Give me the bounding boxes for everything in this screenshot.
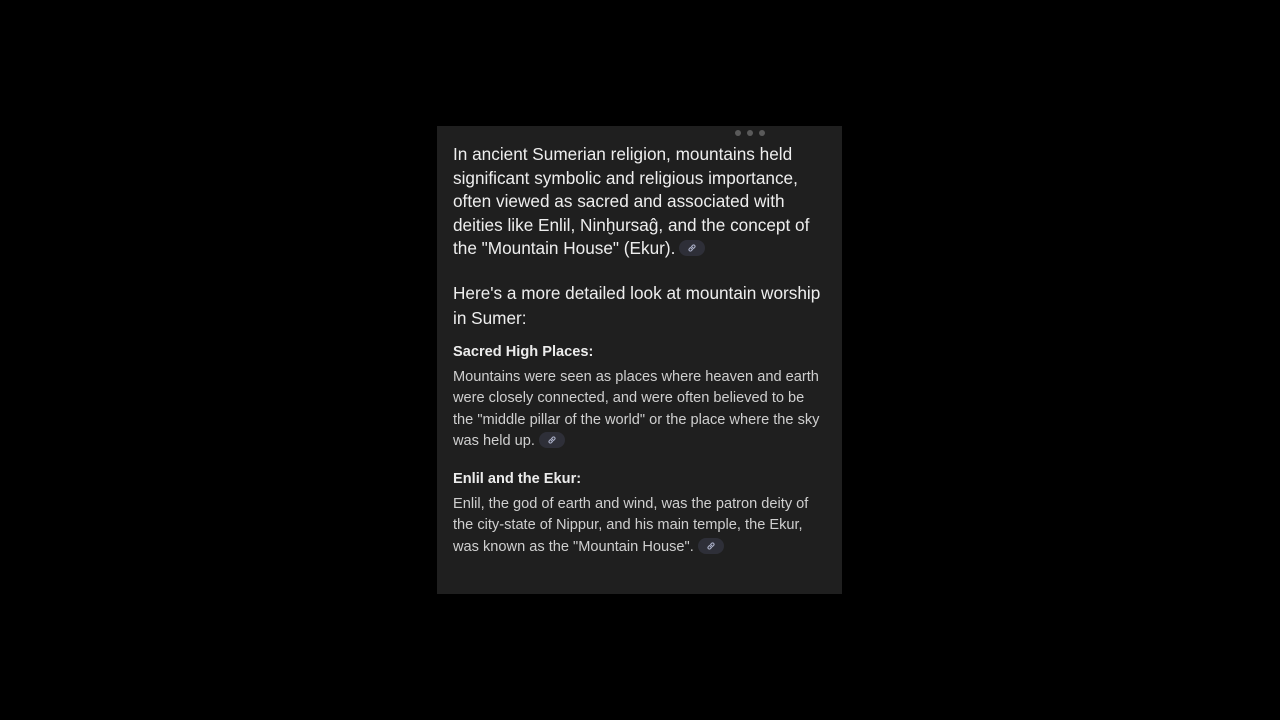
section-title: Enlil and the Ekur: [453,470,582,487]
link-icon [547,435,557,445]
section-heading: Here's a more detailed look at mountain worship in Sumer: [453,282,821,328]
section-body [453,494,826,559]
section-title: Sacred High Places: [453,343,594,360]
intro-text: In ancient Sumerian religion, mountains held significant symbolic and religious importance, often viewed as sacred and associated with deities like Enlil, Ninḫursaĝ, and the concept of the "Mountain House" (Ekur). [453,144,810,258]
intro-paragraph [453,143,826,261]
source-link-chip[interactable] [698,538,724,554]
section-body-text: Mountains were seen as places where heaven and earth were closely connected, and were often believed to be the "middle pillar of the world" or the place where the sky was held up. [453,368,820,450]
source-link-chip[interactable] [539,432,565,448]
link-icon [706,541,716,551]
section-body-text: Enlil, the god of earth and wind, was the patron deity of the city-state of Nippur, and his main temple, the Ekur, was known as the "Mountain House". [453,495,809,556]
response-panel [437,126,842,594]
loading-dots [735,126,775,129]
section-body [453,367,826,453]
link-icon [687,243,697,253]
source-link-chip[interactable] [679,240,705,256]
